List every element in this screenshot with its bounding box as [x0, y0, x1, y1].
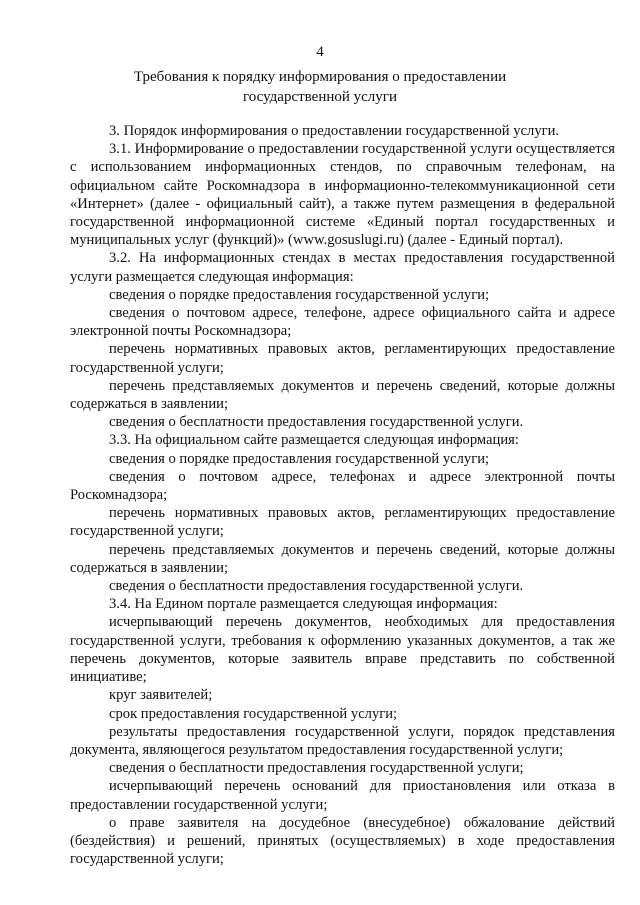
section-title [80, 67, 560, 107]
paragraph: 3.1. Информирование о предоставлении государственной услуги осуществляется с использованием информационных стендов, по справочным телефонам, на официальном сайте Роскомнадзора в информационно-телекоммуникационной сети «Интернет» (далее - официальный сайт), а также путем размещения в федеральной государственной информационной системе «Единый портал государственных и муниципальных услуг (функций)» (www.gosuslugi.ru) (далее - Единый портал). [70, 141, 615, 249]
section-title-line-1: Требования к порядку информирования о предоставлении [133, 69, 507, 85]
paragraph: перечень представляемых документов и перечень сведений, которые должны содержаться в заявлении; [70, 377, 615, 413]
paragraph: 3.2. На информационных стендах в местах предоставления государственной услуги размещается следующая информация: [70, 250, 615, 285]
paragraph: 3.4. На Едином портале размещается следующая информация: [109, 596, 498, 613]
section-title-line-2: государственной услуги [243, 89, 397, 105]
paragraph: 3. Порядок информирования о предоставлении государственной услуги. [109, 123, 560, 139]
paragraph: срок предоставления государственной услуги; [109, 705, 398, 722]
paragraph: исчерпывающий перечень документов, необходимых для предоставления государственной услуги, требования к оформлению указанных документов, а так же перечень документов, которые заявитель вправе представить по собственной инициативе; [70, 614, 615, 686]
paragraph: результаты предоставления государственной услуги, порядок представления документа, являющегося результатом предоставления государственной услуги; [70, 723, 615, 758]
paragraph: исчерпывающий перечень оснований для приостановления или отказа в предоставлении государственной услуги; [70, 778, 615, 813]
paragraph: о праве заявителя на досудебное (внесудебное) обжалование действий (бездействия) и решений, принятых (осуществляемых) в ходе предоставления государственной услуги; [70, 814, 615, 868]
paragraph: сведения о почтовом адресе, телефоне, адресе официального сайта и адресе электронной почты Роскомнадзора; [70, 305, 615, 340]
paragraph: сведения о бесплатности предоставления государственной услуги. [109, 414, 524, 431]
paragraph: сведения о почтовом адресе, телефонах и адресе электронной почты Роскомнадзора; [70, 468, 615, 504]
paragraph: 3.3. На официальном сайте размещается следующая информация: [109, 432, 519, 449]
paragraph: сведения о порядке предоставления государственной услуги; [109, 286, 490, 303]
page-number: 4 [316, 44, 324, 60]
paragraph: перечень нормативных правовых актов, регламентирующих предоставление государственной услуги; [70, 341, 615, 376]
paragraph: сведения о бесплатности предоставления государственной услуги. [109, 578, 524, 595]
paragraph: перечень нормативных правовых актов, регламентирующих предоставление государственной услуги; [70, 505, 615, 540]
paragraph: перечень представляемых документов и перечень сведений, которые должны содержаться в заявлении; [70, 541, 615, 576]
paragraph: сведения о порядке предоставления государственной услуги; [109, 450, 490, 467]
document-body [70, 122, 615, 868]
paragraph: круг заявителей; [109, 687, 213, 704]
paragraph: сведения о бесплатности предоставления государственной услуги; [109, 760, 524, 777]
